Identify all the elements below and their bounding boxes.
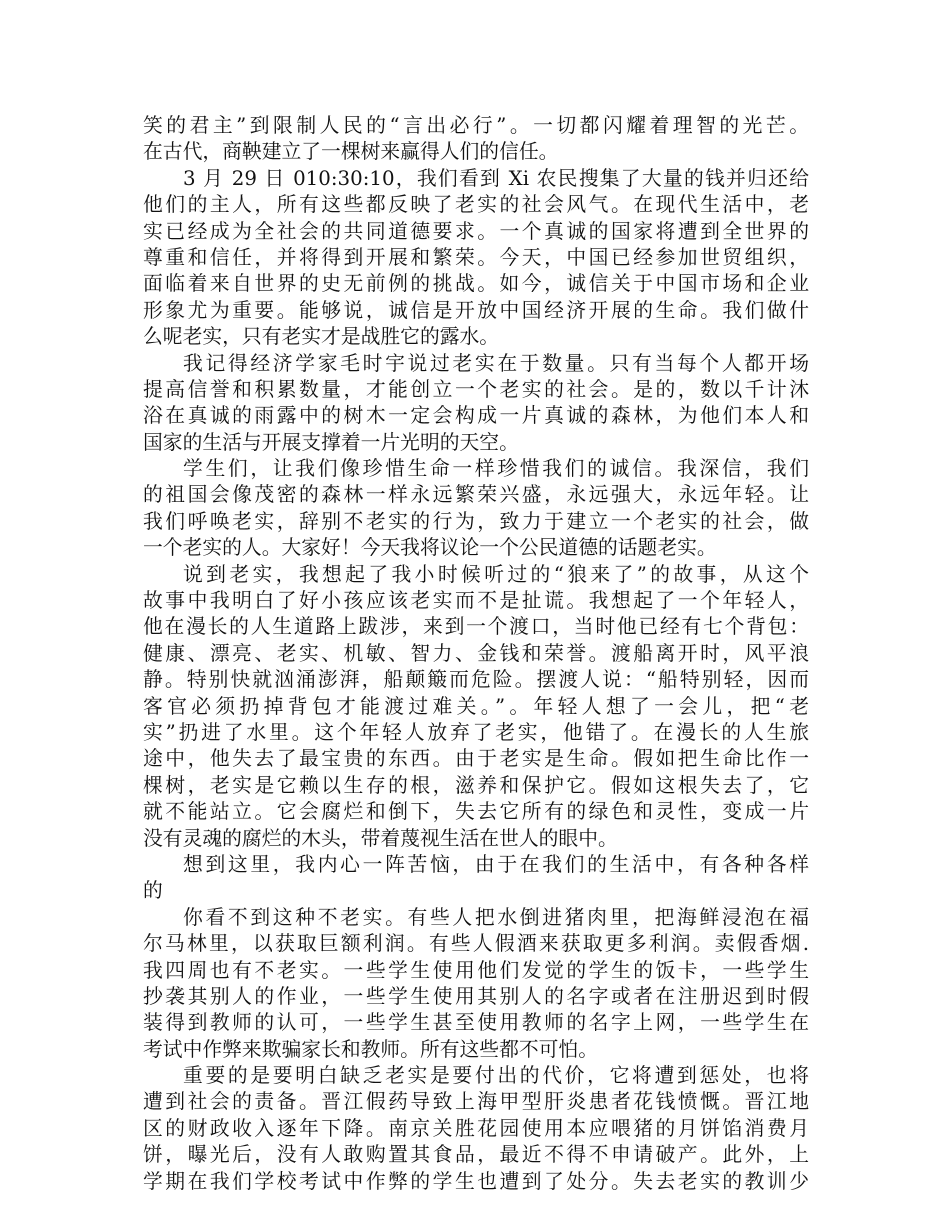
paragraph-7-line-2: 尔马林里，以获取巨额利润。有些人假酒来获取更多利润。卖假香烟.	[143, 932, 809, 956]
paragraph-5-line-10: 就不能站立。它会腐烂和倒下，失去它所有的绿色和灵性，变成一片	[143, 800, 809, 824]
paragraph-2-line-4: 尊重和信任，并将得到开展和繁荣。今天，中国已经参加世贸组织，	[143, 245, 809, 269]
paragraph-5-line-5: 静。特别快就汹涌澎湃，船颠簸而危险。摆渡人说：“船特别轻，因而	[143, 668, 809, 692]
paragraph-5-line-6: 客官必须扔掉背包才能渡过难关。”。年轻人想了一会儿，把“老	[143, 694, 809, 718]
paragraph-4-line-1: 学生们，让我们像珍惜生命一样珍惜我们的诚信。我深信，我们	[183, 457, 809, 481]
paragraph-6-line-1: 想到这里，我内心一阵苦恼，由于在我们的生活中，有各种各样	[183, 852, 809, 876]
paragraph-8-line-5: 学期在我们学校考试中作弊的学生也遭到了处分。失去老实的教训少	[143, 1169, 809, 1193]
paragraph-2-line-3: 实已经成为全社会的共同道德要求。一个真诚的国家将遭到全世界的	[143, 219, 809, 243]
paragraph-7-line-1: 你看不到这种不老实。有些人把水倒进猪肉里，把海鲜浸泡在福	[183, 905, 809, 929]
paragraph-3-line-1: 我记得经济学家毛时宇说过老实在于数量。只有当每个人都开场	[183, 351, 809, 375]
paragraph-2-line-2: 他们的主人，所有这些都反映了老实的社会风气。在现代生活中，老	[143, 193, 809, 217]
paragraph-4-line-2: 的祖国会像茂密的森林一样永远繁荣兴盛，永远强大，永远年轻。让	[143, 483, 809, 507]
paragraph-4-line-3: 我们呼唤老实，辞别不老实的行为，致力于建立一个老实的社会，做	[143, 509, 809, 533]
paragraph-5-line-4: 健康、漂亮、老实、机敏、智力、金钱和荣誉。渡船离开时，风平浪	[143, 641, 809, 665]
paragraph-3-line-4: 国家的生活与开展支撑着一片光明的天空。	[143, 430, 519, 454]
paragraph-8-line-2: 遭到社会的责备。晋江假药导致上海甲型肝炎患者花钱愤慨。晋江地	[143, 1090, 809, 1114]
paragraph-3-line-2: 提高信誉和积累数量，才能创立一个老实的社会。是的，数以千计沐	[143, 377, 809, 401]
paragraph-6-line-2: 的	[143, 879, 163, 903]
paragraph-8-line-3: 区的财政收入逐年下降。南京关胜花园使用本应喂猪的月饼馅消费月	[143, 1116, 809, 1140]
paragraph-2-line-6: 形象尤为重要。能够说，诚信是开放中国经济开展的生命。我们做什	[143, 298, 809, 322]
paragraph-1-line-1: 笑的君主”到限制人民的“言出必行”。一切都闪耀着理智的光芒。	[143, 114, 809, 137]
paragraph-7-line-5: 装得到教师的认可，一些学生甚至使用教师的名字上网，一些学生在	[143, 1011, 809, 1035]
paragraph-4-line-4: 一个老实的人。大家好！今天我将议论一个公民道德的话题老实。	[143, 536, 717, 560]
paragraph-2-line-7: 么呢老实，只有老实才是战胜它的露水。	[143, 325, 500, 349]
paragraph-1-line-2: 在古代，商鞅建立了一棵树来赢得人们的信任。	[143, 140, 559, 164]
paragraph-8-line-4: 饼，曝光后，没有人敢购置其食品，最近不得不申请破产。此外，上	[143, 1143, 809, 1167]
paragraph-7-line-3: 我四周也有不老实。一些学生使用他们发觉的学生的饭卡，一些学生	[143, 958, 809, 982]
paragraph-5-line-8: 途中，他失去了最宝贵的东西。由于老实是生命。假如把生命比作一	[143, 747, 809, 771]
paragraph-7-line-6: 考试中作弊来欺骗家长和教师。所有这些都不可怕。	[143, 1037, 598, 1061]
paragraph-8-line-1: 重要的是要明白缺乏老实是要付出的代价，它将遭到惩处，也将	[183, 1064, 809, 1088]
paragraph-7-line-4: 抄袭其别人的作业，一些学生使用其别人的名字或者在注册迟到时假	[143, 984, 809, 1008]
paragraph-2-line-1: 3 月 29 日 010:30:10，我们看到 Xi 农民搜集了大量的钱并归还给	[183, 166, 809, 190]
body-text	[143, 113, 809, 1195]
paragraph-3-line-3: 浴在真诚的雨露中的树木一定会构成一片真诚的森林，为他们本人和	[143, 404, 809, 428]
paragraph-5-line-9: 棵树，老实是它赖以生存的根，滋养和保护它。假如这根失去了，它	[143, 773, 809, 797]
paragraph-5-line-1: 说到老实，我想起了我小时候听过的“狼来了”的故事，从这个	[183, 562, 809, 586]
paragraph-5-line-3: 他在漫长的人生道路上跋涉，来到一个渡口，当时他已经有七个背包：	[143, 615, 809, 639]
paragraph-2-line-5: 面临着来自世界的史无前例的挑战。如今，诚信关于中国市场和企业	[143, 272, 809, 296]
paragraph-5-line-11: 没有灵魂的腐烂的木头，带着蔑视生活在世人的眼中。	[143, 826, 618, 850]
paragraph-5-line-7: 实”扔进了水里。这个年轻人放弃了老实，他错了。在漫长的人生旅	[143, 720, 809, 744]
paragraph-5-line-2: 故事中我明白了好小孩应该老实而不是扯谎。我想起了一个年轻人，	[143, 589, 809, 613]
